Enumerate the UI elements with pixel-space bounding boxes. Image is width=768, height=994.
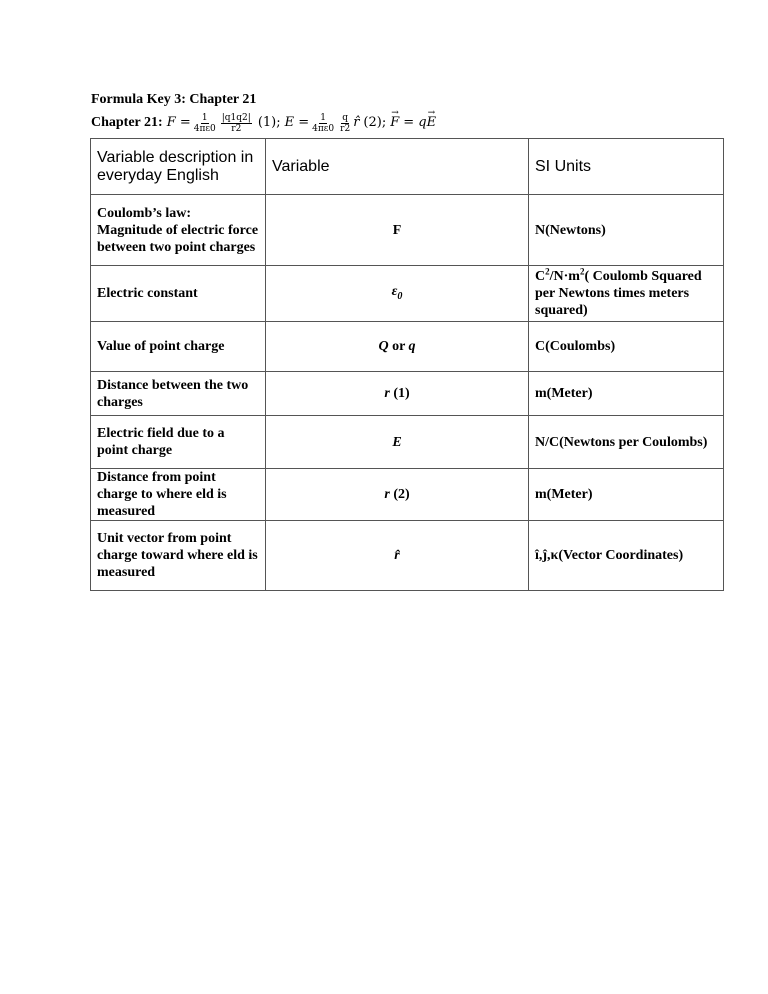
cell-variable: Q or q <box>266 322 529 372</box>
cell-description: Coulomb’s law: Magnitude of electric force between two point charges <box>91 195 266 266</box>
force-field-formula <box>390 108 436 138</box>
formula-line <box>91 108 436 138</box>
table-row <box>91 372 724 416</box>
header-si-units: SI Units <box>529 139 724 195</box>
cell-description: Unit vector from point charge toward where eld is measured <box>91 521 266 591</box>
formula-tag: (2); <box>363 115 387 130</box>
epsilon-symbol: $\varepsilon_0$ <box>391 283 403 302</box>
table-row <box>91 416 724 469</box>
fraction-numerator: 1 <box>201 112 208 123</box>
fraction <box>311 113 335 134</box>
cell-description: Distance between the two charges <box>91 372 266 416</box>
table-row <box>91 469 724 521</box>
cell-units: $C^2/N\cdot m^2$( Coulomb Squared per Newtons times meters squared) <box>529 266 724 322</box>
cell-description: Distance from point charge to where eld is measured <box>91 469 266 521</box>
table-row <box>91 322 724 372</box>
document-title: Formula Key 3: Chapter 21 <box>91 92 257 107</box>
cell-units: î,ĵ,κ(Vector Coordinates) <box>529 521 724 591</box>
cell-units: m(Meter) <box>529 372 724 416</box>
field-vector: → E <box>427 108 437 138</box>
cell-units: C(Coulombs) <box>529 322 724 372</box>
coulomb-law-formula <box>167 108 281 138</box>
fraction-numerator: q <box>342 112 349 123</box>
fraction-denominator: r2 <box>231 123 242 134</box>
formula-lhs: F = <box>166 115 191 130</box>
header-description: Variable description in everyday English <box>91 139 266 195</box>
unit-vector-symbol: r̂ <box>353 115 360 130</box>
force-vector: → F <box>390 108 399 138</box>
cell-variable <box>266 266 529 322</box>
formula-lead: Chapter 21: <box>91 115 163 130</box>
table-header-row <box>91 139 724 195</box>
cell-variable: r̂ <box>266 521 529 591</box>
cell-units: m(Meter) <box>529 469 724 521</box>
cell-description: Electric field due to a point charge <box>91 416 266 469</box>
fraction-numerator: 1 <box>320 112 326 123</box>
cell-description: Value of point charge <box>91 322 266 372</box>
fraction-denominator: 4πε0 <box>193 123 216 134</box>
electric-field-formula <box>285 108 387 138</box>
cell-variable: E <box>266 416 529 469</box>
cell-units: N/C(Newtons per Coulombs) <box>529 416 724 469</box>
cell-description: Electric constant <box>91 266 266 322</box>
fraction <box>193 113 217 134</box>
header-variable: Variable <box>266 139 529 195</box>
table-row <box>91 266 724 322</box>
table-row <box>91 195 724 266</box>
formula-tag: (1); <box>257 115 281 130</box>
fraction-numerator: |q1q2| <box>221 112 251 123</box>
cell-variable: r (2) <box>266 469 529 521</box>
fraction-denominator: 4πε0 <box>312 123 335 134</box>
fraction <box>221 113 252 134</box>
table-row <box>91 521 724 591</box>
cell-variable: r (1) <box>266 372 529 416</box>
fraction <box>339 113 351 134</box>
formula-equals: = q <box>403 115 427 130</box>
cell-units: N(Newtons) <box>529 195 724 266</box>
cell-variable: F <box>266 195 529 266</box>
formula-lhs: E = <box>284 115 310 130</box>
formula-table <box>90 138 724 591</box>
fraction-denominator: r2 <box>340 123 351 134</box>
